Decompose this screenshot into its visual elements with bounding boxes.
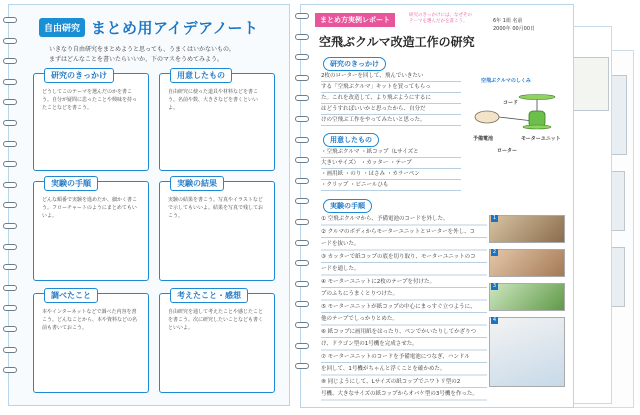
- ring-icon: [295, 240, 309, 246]
- ring-icon: [3, 367, 17, 373]
- ring-icon: [3, 244, 17, 250]
- intro-line: いきなり自由研究をまとめようと思っても、うまくはいかないもの。: [49, 46, 235, 53]
- box-reflection[interactable]: [159, 293, 275, 393]
- diagram-label: モーターユニット: [521, 136, 561, 142]
- sheet-header: [39, 17, 259, 38]
- ring-icon: [295, 198, 309, 204]
- ring-icon: [3, 38, 17, 44]
- ring-icon: [3, 141, 17, 147]
- box-hint: 本やインターネットなどで調べた内容を書こう。どんなことから、本や資料などの名前も書いておこう。: [42, 309, 138, 331]
- ring-icon: [3, 264, 17, 270]
- ring-icon: [295, 281, 309, 287]
- ring-icon: [295, 178, 309, 184]
- box-label: 研究のきっかけ: [44, 68, 114, 83]
- jiyu-kenkyu-badge: 自由研究: [39, 18, 85, 37]
- ring-icon: [3, 79, 17, 85]
- text-line: ⑧ 同じようにして、Lサイズの紙コップでニワトリ型の2: [321, 378, 461, 385]
- text-line: ⑦ モーターユニットのコードを予備電池につなぎ、ハンドル: [321, 353, 470, 360]
- ring-icon: [295, 116, 309, 122]
- text-line: た。これを改造して、より飛ぶようにするに: [321, 95, 431, 101]
- diagram-label: ローター: [497, 148, 518, 154]
- section-tag-motivation: 研究のきっかけ: [323, 57, 386, 71]
- ring-icon: [3, 120, 17, 126]
- box-label: 用意したもの: [170, 68, 232, 83]
- ring-icon: [295, 343, 309, 349]
- ring-icon: [295, 157, 309, 163]
- ring-icon: [295, 54, 309, 60]
- step-photo: [489, 215, 565, 243]
- mechanism-diagram: [467, 77, 567, 157]
- box-hint: 自由研究に使った道具や材料などを書こう。名前や数、大きさなどを書くといいよ。: [168, 89, 259, 111]
- intro-line: まずはどんなことを書いたらいいか、下のマスをうめてみよう。: [49, 56, 224, 63]
- date-line: 2000年 00月00日: [493, 26, 536, 32]
- diagram-label: 予備電池: [473, 136, 494, 142]
- ring-icon: [3, 223, 17, 229]
- teacher-note: [409, 13, 489, 25]
- text-line: ① 空飛ぶクルマから、予備電池のコードを外した。: [321, 216, 449, 222]
- box-label: 考えたこと・感想: [170, 288, 248, 303]
- text-line: ・画用紙 ・のり ・はさみ ・カラーペン: [321, 171, 420, 177]
- class-name-line: 6年 1組 名前: [493, 18, 523, 24]
- step-number: 4: [492, 317, 497, 323]
- ring-icon: [295, 322, 309, 328]
- text-line: 号機、大きなサイズの紙コップからオバケ型の3号機を作った。: [321, 391, 478, 397]
- ring-icon: [3, 58, 17, 64]
- text-line: ④ モーターユニットに2枚のテープを付けた。: [321, 278, 435, 285]
- idea-note-sheet: [8, 4, 290, 406]
- text-line: ⑤ モーターユニットが紙コップの中心にまっすぐ立つように、: [321, 303, 476, 310]
- text-line: ② クルマのボディからモーターユニットとローターを外し、コ: [321, 228, 476, 235]
- box-hint: 自由研究を通して考えたことや感じたことを書こう。次に研究したいことなども書くといいよ。: [168, 309, 264, 331]
- report-photo: [569, 57, 609, 111]
- name-date-field: [493, 17, 535, 33]
- text-line: ・クリップ ・ビニールひも: [321, 182, 389, 188]
- box-hint: どうしてこのテーマを選んだのかを書こう。自分が疑問に思ったことや興味を持ったことなどを書こう。: [42, 89, 138, 111]
- procedure-text: [321, 213, 487, 401]
- text-line: ードを通した。: [321, 266, 360, 272]
- step-number: 1: [492, 215, 497, 221]
- ring-icon: [295, 137, 309, 143]
- step-photo: [489, 283, 565, 311]
- box-materials[interactable]: [159, 73, 275, 171]
- ring-icon: [295, 95, 309, 101]
- section-tag-materials: 用意したもの: [323, 133, 379, 147]
- ring-icon: [3, 182, 17, 188]
- intro-text: [49, 45, 269, 65]
- step-photo: [489, 249, 565, 277]
- report-header: [315, 13, 395, 27]
- text-line: け、ドラゴン型の1号機を完成させた。: [321, 341, 418, 347]
- ring-icon: [295, 260, 309, 266]
- ring-icon: [3, 347, 17, 353]
- ring-icon: [3, 202, 17, 208]
- text-line: けの空飛ぶ工作をやってみたいと思った。: [321, 117, 426, 123]
- diagram-title: 空飛ぶクルマのしくみ: [481, 78, 531, 84]
- binder-rings: [3, 17, 19, 388]
- ring-icon: [295, 363, 309, 369]
- text-line: 2枚のローターを回して、飛んでいきたい: [321, 73, 424, 79]
- box-research[interactable]: [33, 293, 149, 393]
- ring-icon: [3, 17, 17, 23]
- motivation-text: [321, 71, 461, 126]
- step-photo: [489, 317, 565, 387]
- box-results[interactable]: [159, 181, 275, 281]
- ring-icon: [3, 161, 17, 167]
- text-line: ⑥ 紙コップに画用紙をはったり、ペンでかいたりしてかざりつ: [321, 328, 477, 335]
- text-line: プのふちにうまくとりつけた。: [321, 291, 399, 297]
- note-line: テーマを選んだかを書こう。: [409, 19, 468, 24]
- text-line: 他のテープでしっかりとめた。: [321, 316, 398, 322]
- step-number: 2: [492, 249, 497, 255]
- sheet-title: まとめ用アイデアノート: [91, 19, 259, 37]
- box-hint: 実験の結果を書こう。写真やイラストなどで示してもいいよ。結果を写真で残しておこう。: [168, 197, 264, 219]
- report-example-sheet: [300, 4, 574, 408]
- box-procedure[interactable]: [33, 181, 149, 281]
- ring-icon: [295, 301, 309, 307]
- box-label: 実験の結果: [170, 176, 224, 191]
- ring-icon: [295, 13, 309, 19]
- materials-text: [321, 147, 461, 191]
- section-tag-procedure: 実験の手順: [323, 199, 372, 213]
- report-example-badge: まとめ方実例レポート: [315, 13, 395, 27]
- text-line: ードを抜いた。: [321, 241, 360, 247]
- text-line: する「空飛ぶクルマ」キットを買ってもらっ: [321, 84, 431, 90]
- binder-rings: [295, 13, 311, 384]
- ring-icon: [3, 285, 17, 291]
- ring-icon: [3, 326, 17, 332]
- text-line: ・空飛ぶクルマ ・紙コップ（Lサイズと: [321, 149, 419, 155]
- step-number: 3: [492, 283, 497, 289]
- ring-icon: [3, 99, 17, 105]
- note-line: 研究のきっかけには、なぜその: [409, 13, 472, 18]
- text-line: を回して、1号機がちゃんと浮くことを確かめた。: [321, 366, 446, 372]
- text-line: はどうすればいいかと思ったから、自分だ: [321, 106, 426, 112]
- ring-icon: [3, 305, 17, 311]
- box-label: 調べたこと: [44, 288, 98, 303]
- report-title: 空飛ぶクルマ改造工作の研究: [319, 35, 475, 49]
- ring-icon: [295, 34, 309, 40]
- box-label: 実験の手順: [44, 176, 98, 191]
- diagram-label: コード: [503, 100, 519, 106]
- ring-icon: [295, 219, 309, 225]
- text-line: 大きいサイズ） ・カッター ・テープ: [321, 160, 412, 166]
- text-line: ③ カッターで紙コップの底を切り取り、モーターユニットのコ: [321, 253, 476, 260]
- ring-icon: [295, 75, 309, 81]
- box-hint: どんな順番で実験を進めたか、細かく書こう。フローチャートのようにまとめてもいいよ。: [42, 197, 138, 219]
- box-motivation[interactable]: [33, 73, 149, 171]
